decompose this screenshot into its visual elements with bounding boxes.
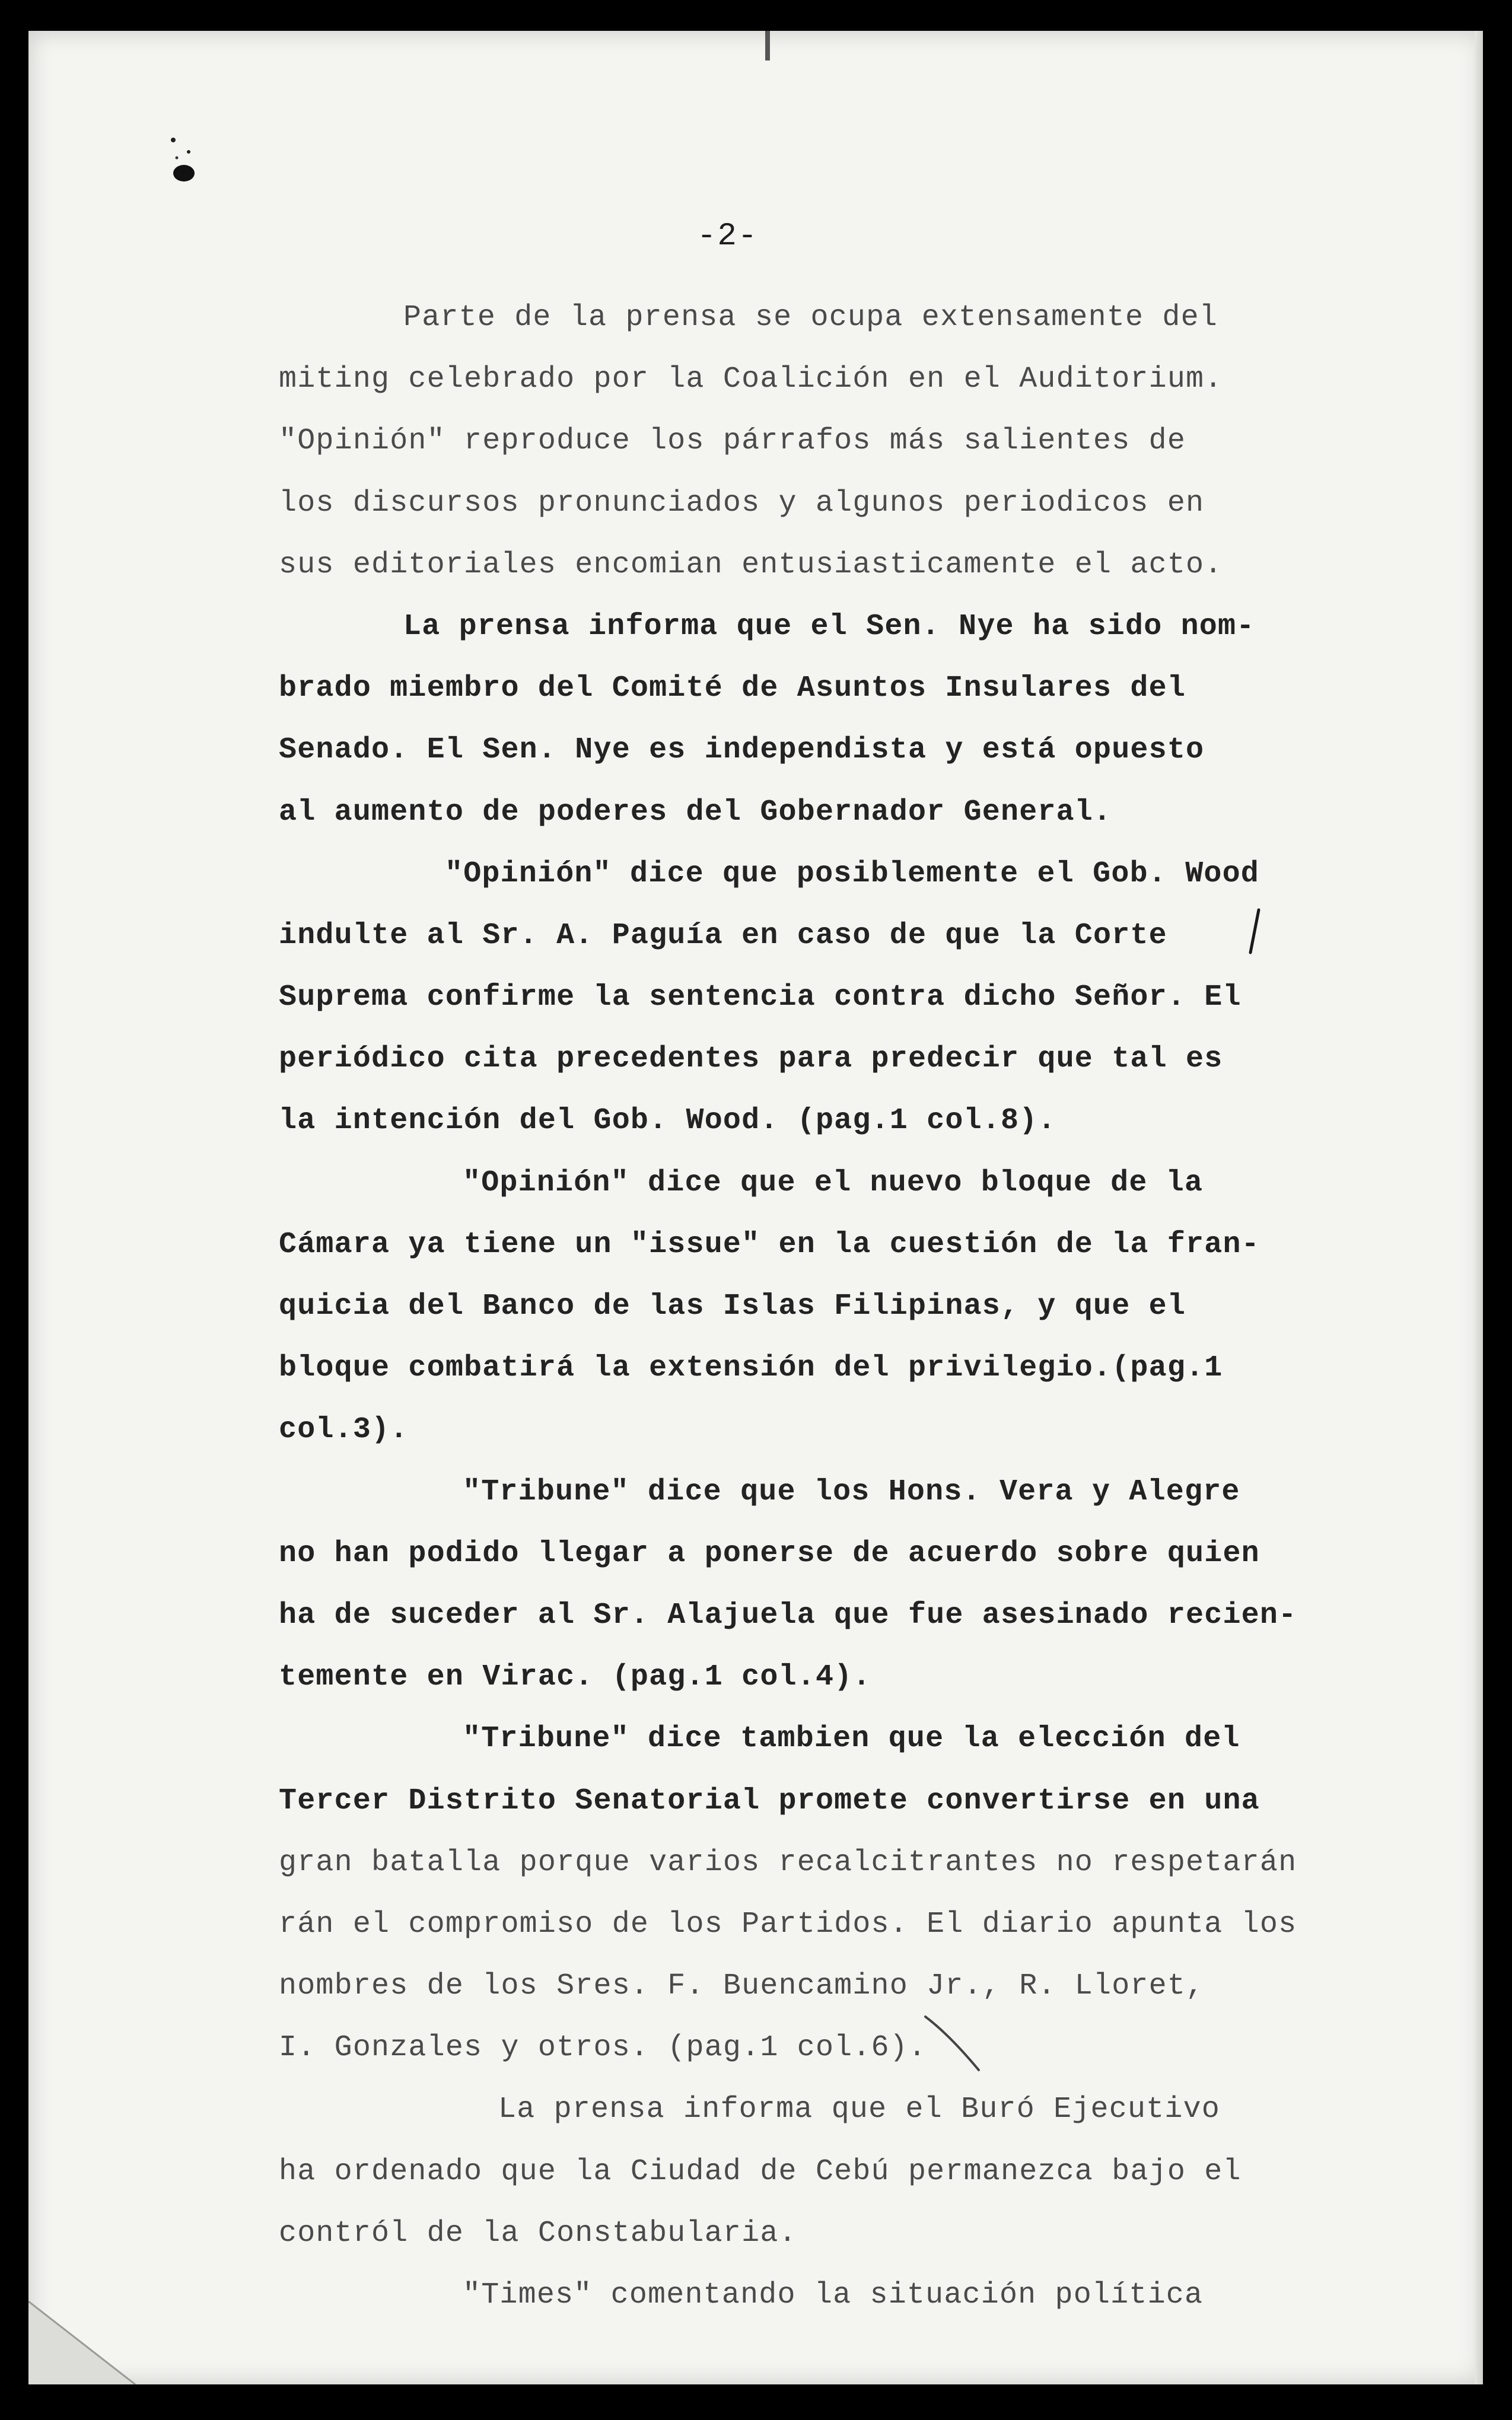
text-line: "Opinión" dice que posiblemente el Gob. Wood [445, 856, 1260, 891]
pencil-check-mark [919, 2011, 991, 2082]
text-line: sus editoriales encomian entusiasticamente el acto. [279, 547, 1223, 582]
text-line: indulte al Sr. A. Paguía en caso de que la Corte [279, 918, 1167, 953]
text-line: Senado. El Sen. Nye es independista y está opuesto [279, 733, 1205, 768]
text-line: la intención del Gob. Wood. (pag.1 col.8). [279, 1104, 1056, 1138]
text-line: Suprema confirme la sentencia contra dicho Señor. El [279, 980, 1242, 1015]
document-body [279, 287, 1317, 2326]
text-line: temente en Virac. (pag.1 col.4). [279, 1660, 871, 1695]
text-line: nombres de los Sres. F. Buencamino Jr., R. Lloret, [279, 1969, 1205, 2004]
text-line: contról de la Constabularia. [279, 2216, 797, 2250]
text-line: brado miembro del Comité de Asuntos Insulares del [279, 671, 1186, 706]
text-line: col.3). [279, 1413, 409, 1447]
text-line: La prensa informa que el Buró Ejecutivo [498, 2093, 1220, 2127]
text-line: "Opinión" dice que el nuevo bloque de la [463, 1166, 1204, 1200]
text-line: Cámara ya tiene un "issue" en la cuestión de la fran- [279, 1227, 1260, 1262]
text-line: I. Gonzales y otros. (pag.1 col.6). [279, 2031, 927, 2065]
folded-corner-mark [28, 2278, 165, 2384]
text-line: ha ordenado que la Ciudad de Cebú permanezca bajo el [279, 2154, 1242, 2189]
text-line: periódico cita precedentes para predecir que tal es [279, 1042, 1223, 1077]
ink-blot-mark [159, 134, 200, 187]
top-edge-tick [765, 31, 770, 60]
text-line: no han podido llegar a ponerse de acuerdo sobre quien [279, 1536, 1260, 1571]
text-line: "Times" comentando la situación política [463, 2278, 1204, 2312]
text-line: al aumento de poderes del Gobernador General. [279, 795, 1112, 829]
text-line: miting celebrado por la Coalición en el Auditorium. [279, 362, 1223, 397]
text-line: bloque combatirá la extensión del privilegio.(pag.1 [279, 1351, 1223, 1386]
text-line: La prensa informa que el Sen. Nye ha sido nom- [403, 609, 1255, 644]
paper-right-edge [1475, 31, 1483, 2384]
text-line: "Opinión" reproduce los párrafos más salientes de [279, 424, 1186, 458]
text-line: "Tribune" dice tambien que la elección del [463, 1722, 1240, 1756]
page-number: -2- [697, 218, 759, 254]
text-line: Parte de la prensa se ocupa extensamente del [403, 301, 1218, 335]
margin-pen-stroke [1246, 908, 1263, 955]
text-line: "Tribune" dice que los Hons. Vera y Alegre [463, 1475, 1240, 1509]
text-line: Tercer Distrito Senatorial promete convertirse en una [279, 1784, 1260, 1818]
text-line: ha de suceder al Sr. Alajuela que fue asesinado recien- [279, 1598, 1297, 1632]
text-line: los discursos pronunciados y algunos periodicos en [279, 486, 1205, 520]
text-line: quicia del Banco de las Islas Filipinas, y que el [279, 1289, 1186, 1323]
text-line: gran batalla porque varios recalcitrantes no respetarán [279, 1845, 1297, 1880]
text-line: rán el compromiso de los Partidos. El diario apunta los [279, 1907, 1297, 1941]
